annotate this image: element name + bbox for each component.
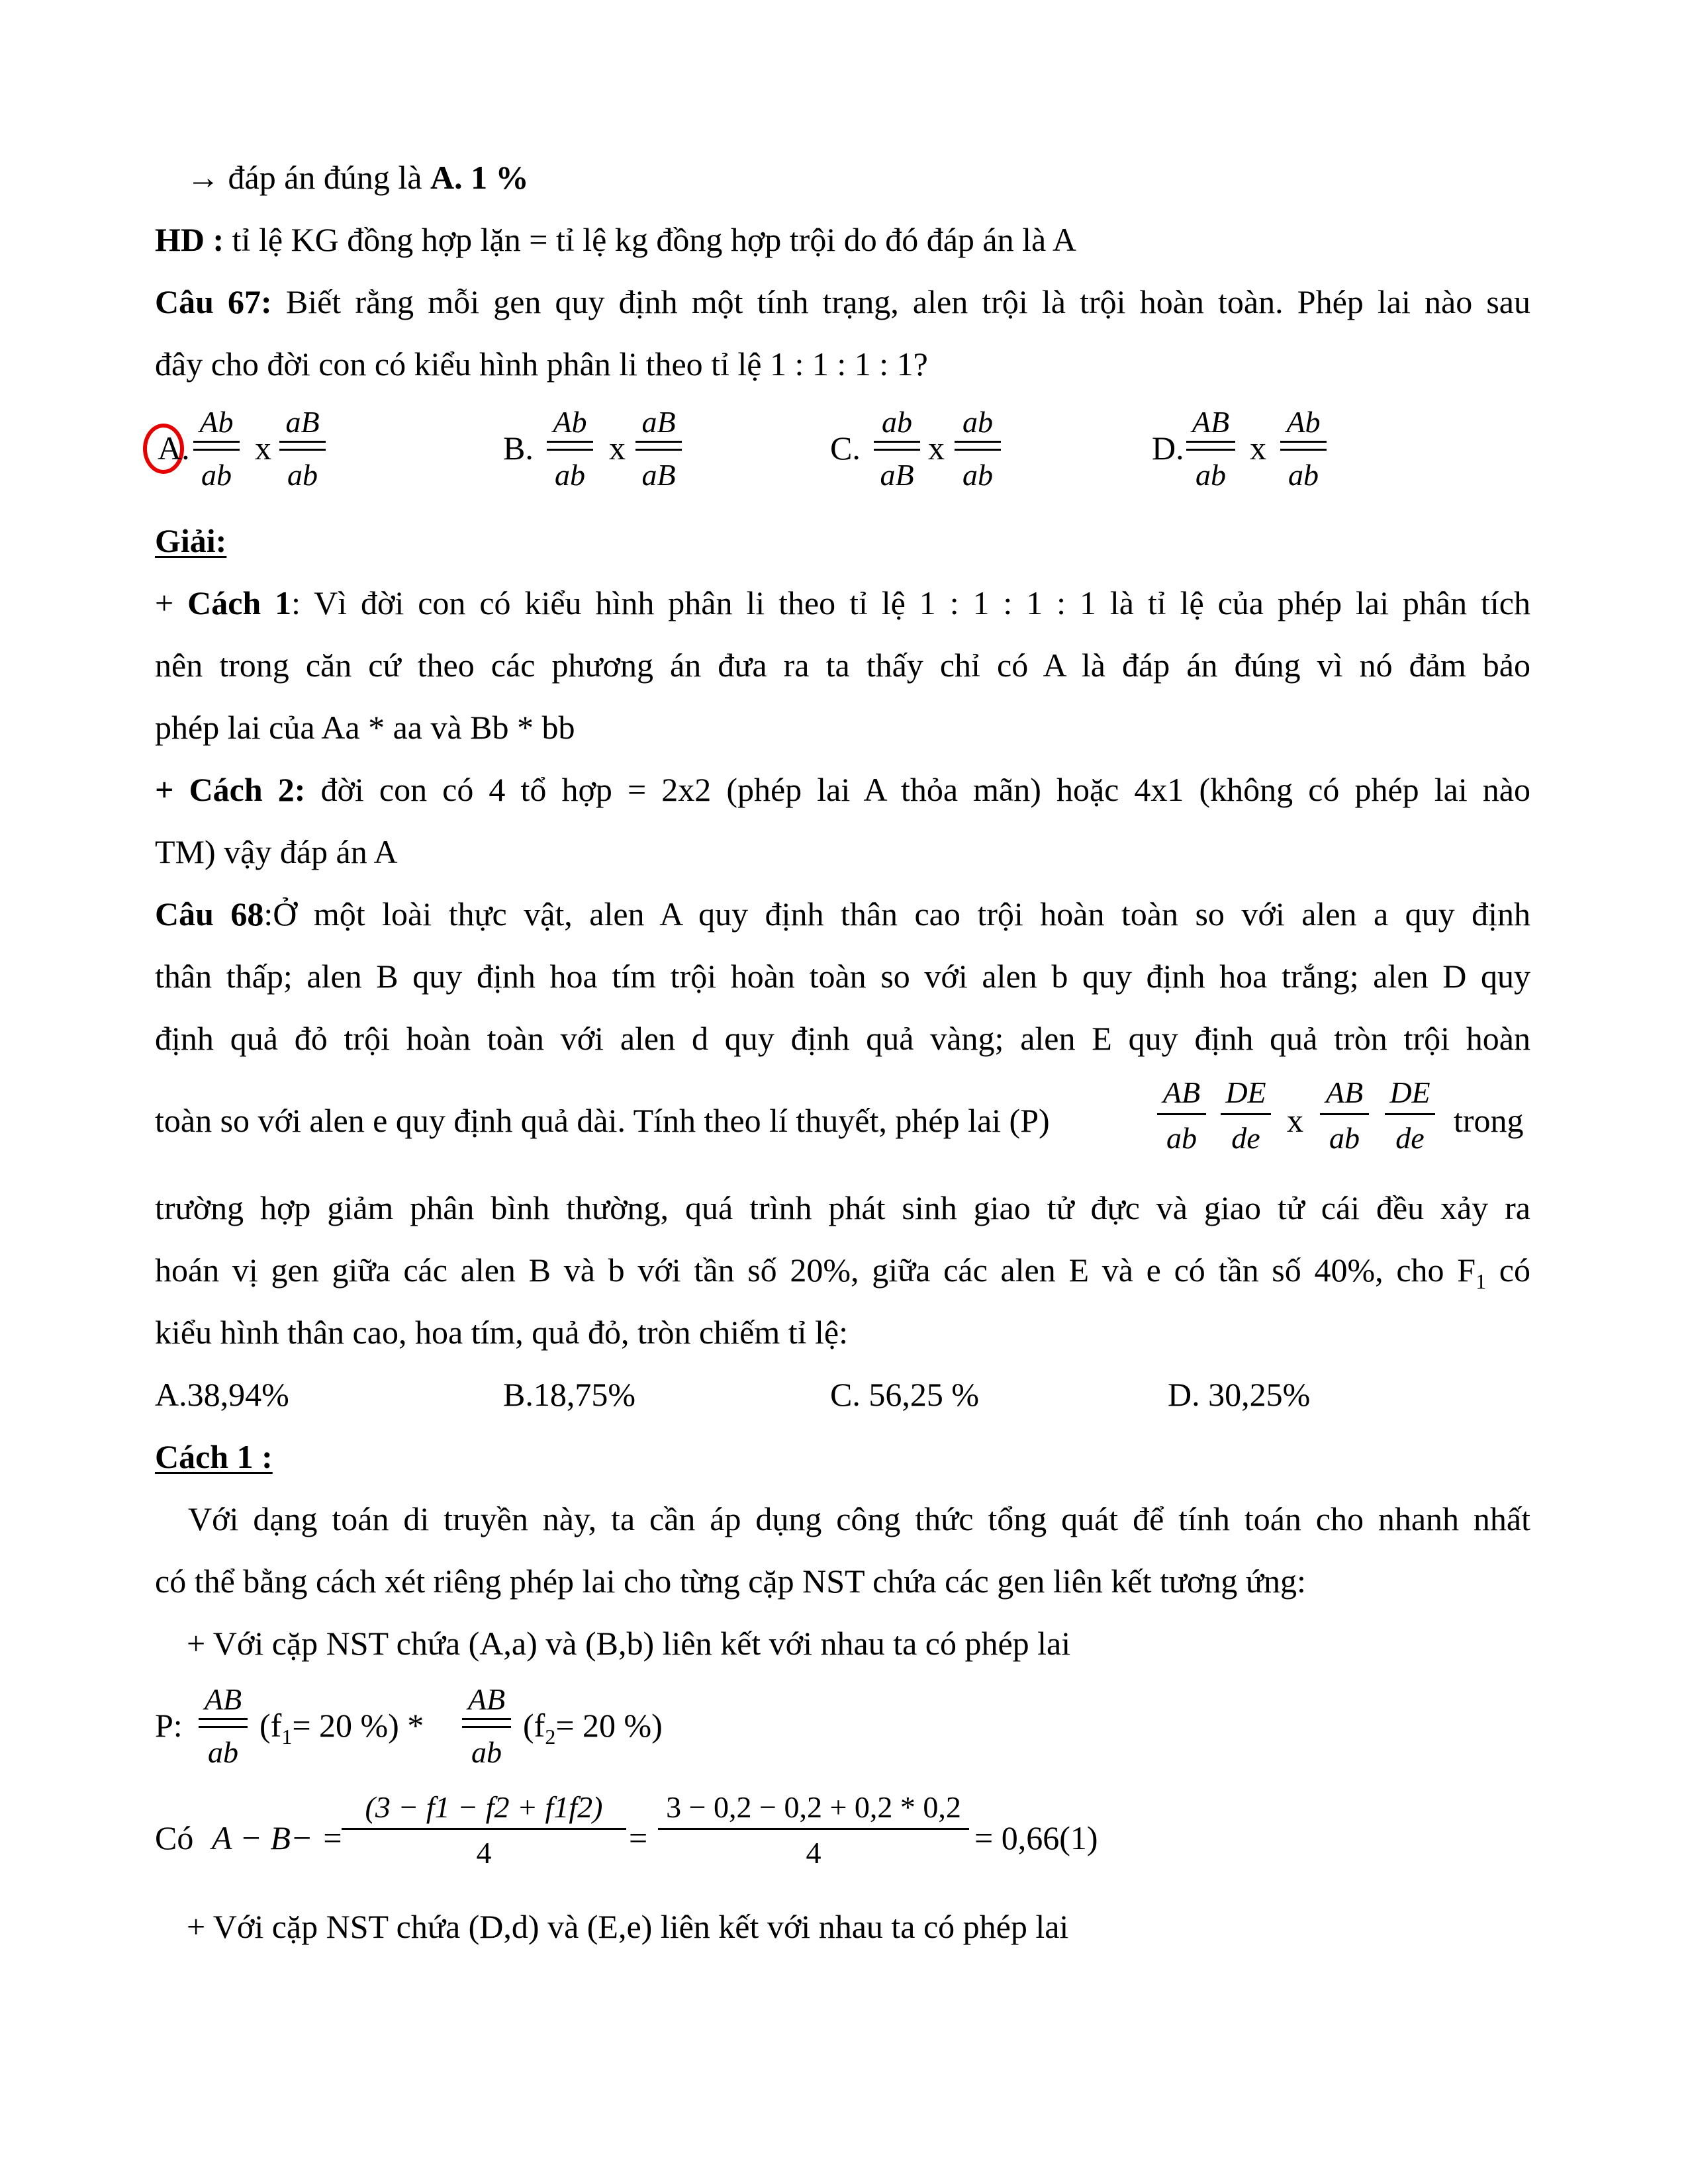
question-68-line-4: toàn so với alen e quy định quả dài. Tính theo lí thuyết, phép lai (P)	[155, 1102, 1050, 1139]
method-2-line-1: + Cách 2: đời con có 4 tổ hợp = 2x2 (phép lai A thỏa mãn) hoặc 4x1 (không có phép lai nào	[155, 771, 1531, 808]
method-1-heading: Cách 1 :	[155, 1438, 273, 1475]
question-68-line-6: hoán vị gen giữa các alen B và b với tần số 20%, giữa các alen E và e có tần số 40%, cho $F_1$ có	[155, 1251, 1530, 1293]
question-68-label: Câu 68	[155, 895, 264, 933]
formula-lhs: A − B− =	[212, 1819, 344, 1856]
cross-fraction-1: AB ab	[1157, 1077, 1206, 1154]
cross-fraction-2: DE de	[1221, 1077, 1271, 1154]
question-67-label: Câu 67:	[155, 283, 272, 320]
method-1-line-1: + Cách 1: Vì đời con có kiểu hình phân li theo tỉ lệ 1 : 1 : 1 : 1 là tỉ lệ của phép lai phân tích	[155, 584, 1530, 621]
p-label: P:	[155, 1707, 183, 1744]
method-2-line-2: TM) vậy đáp án A	[155, 833, 398, 870]
frequency-1: ($f_1= 20$ %) *	[259, 1707, 424, 1749]
p-fraction-2: AB ab	[462, 1684, 511, 1768]
question-68-line-1: Câu 68:Ở một loài thực vật, alen A quy định thân cao trội hoàn toàn so với alen a quy định	[155, 895, 1530, 933]
option-c-fraction-2: ab ab	[955, 407, 1001, 490]
hint-line: HD : tỉ lệ KG đồng hợp lặn = tỉ lệ kg đồng hợp trội do đó đáp án là A	[155, 221, 1077, 258]
formula-equals: =	[629, 1819, 648, 1856]
method-intro-line-2: có thể bằng cách xét riêng phép lai cho từng cặp NST chứa các gen liên kết tương ứng:	[155, 1563, 1306, 1600]
option-b-fraction-1: Ab ab	[547, 407, 593, 490]
option-b: B.18,75%	[503, 1376, 635, 1413]
times-sign: x	[928, 430, 945, 467]
option-b-fraction-2: aB aB	[635, 407, 682, 490]
formula-fraction-2: 3 − 0,2 − 0,2 + 0,2 * 0,2 4	[658, 1792, 969, 1868]
solution-heading: Giải:	[155, 522, 227, 559]
question-68-line-2: thân thấp; alen B quy định hoa tím trội hoàn toàn so với alen b quy định hoa trắng; alen D quy	[155, 958, 1530, 995]
method-1-line-3: phép lai của Aa * aa và Bb * bb	[155, 709, 575, 746]
pair-ab-line: + Với cặp NST chứa (A,a) và (B,b) liên kết với nhau ta có phép lai	[187, 1625, 1071, 1662]
cross-fraction-4: DE de	[1385, 1077, 1435, 1154]
option-b-letter: B.	[503, 430, 534, 467]
option-d: D. 30,25%	[1168, 1376, 1311, 1413]
question-68-line-4-end: trong	[1454, 1102, 1524, 1139]
p-fraction-1: AB ab	[199, 1684, 248, 1768]
method-1-label: Cách 1	[187, 584, 292, 621]
answer-line: → đáp án đúng là A. 1 %	[187, 159, 529, 196]
question-67-line-1: Câu 67: Biết rằng mỗi gen quy định một tính trạng, alen trội là trội hoàn toàn. Phép lai nào sau	[155, 283, 1530, 320]
answer-value: A. 1 %	[430, 159, 529, 196]
times-sign: x	[1287, 1102, 1303, 1139]
method-2-label: + Cách 2:	[155, 771, 306, 808]
question-68-line-7: kiểu hình thân cao, hoa tím, quả đỏ, tròn chiếm tỉ lệ:	[155, 1314, 848, 1351]
formula-result: = 0,66(1)	[974, 1819, 1098, 1856]
formula-prefix: Có	[155, 1819, 194, 1856]
option-d-letter: D.	[1152, 430, 1184, 467]
option-a-fraction-2: aB ab	[279, 407, 326, 490]
option-c-fraction-1: ab aB	[874, 407, 920, 490]
question-68-line-5: trường hợp giảm phân bình thường, quá trình phát sinh giao tử đực và giao tử cái đều xảy ra	[155, 1189, 1530, 1226]
option-a-letter: A.	[158, 430, 190, 467]
cross-fraction-3: AB ab	[1320, 1077, 1369, 1154]
option-c: C. 56,25 %	[830, 1376, 979, 1413]
times-sign: x	[1250, 430, 1266, 467]
option-d-fraction-1: AB ab	[1186, 407, 1235, 490]
question-68-line-3: định quả đỏ trội hoàn toàn với alen d quy định quả vàng; alen E quy định quả tròn trội hoàn	[155, 1020, 1530, 1057]
method-1-line-2: nên trong căn cứ theo các phương án đưa ra ta thấy chỉ có A là đáp án đúng vì nó đảm bảo	[155, 647, 1530, 684]
times-sign: x	[609, 430, 626, 467]
times-sign: x	[255, 430, 271, 467]
formula-fraction-1: (3 − f1 − f2 + f1f2) 4	[342, 1792, 626, 1868]
method-intro-line-1: Với dạng toán di truyền này, ta cần áp dụng công thức tổng quát để tính toán cho nhanh nhất	[188, 1500, 1530, 1537]
question-67-line-2: đây cho đời con có kiểu hình phân li theo tỉ lệ 1 : 1 : 1 : 1?	[155, 345, 928, 383]
option-d-fraction-2: Ab ab	[1280, 407, 1327, 490]
option-c-letter: C.	[830, 430, 861, 467]
option-a-fraction-1: Ab ab	[193, 407, 240, 490]
frequency-2: ($f_2= 20$ %)	[523, 1707, 663, 1749]
option-a: A.38,94%	[155, 1376, 289, 1413]
arrow-icon: →	[187, 159, 220, 196]
pair-de-line: + Với cặp NST chứa (D,d) và (E,e) liên kết với nhau ta có phép lai	[187, 1908, 1069, 1945]
hint-label: HD :	[155, 221, 224, 258]
